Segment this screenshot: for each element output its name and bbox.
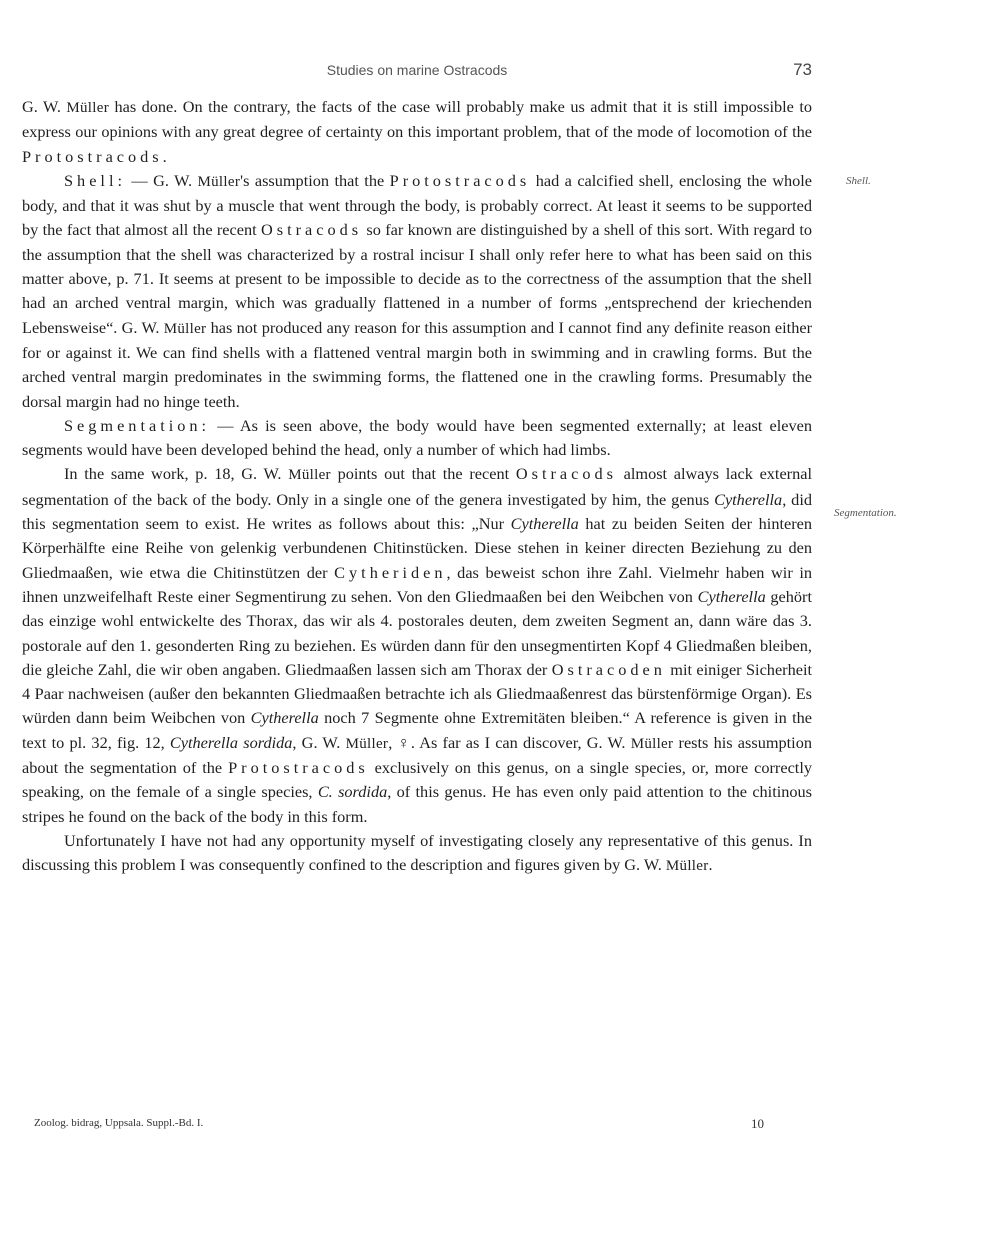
author-name: Müller xyxy=(163,320,207,337)
page-number: 73 xyxy=(793,60,812,79)
species-name: Cytherella sordida xyxy=(169,732,293,752)
page-footer xyxy=(22,1117,764,1133)
running-header xyxy=(22,62,812,84)
paragraph-4: In the same work, p. 18, G. W. Müller points out that the recent Ostracods almost always lack external segmentation of the back of the body. Only in a single one of the genera investigated by him, the genus Cytherella, did this segmentation seem to exist. He writes as follows about this: „Nur Cytherella hat zu beiden Seiten der hinteren Körperhälfte eine Reihe von gelenkig verbundenen Chitinstücken. Diese stehen in keiner directen Beziehung zu den Gliedmaaßen, wie etwa die Chitinstützen der Cytheriden, das beweist schon ihre Zahl. Vielmehr haben wir in ihnen unzweifelhaft Reste einer Segmentirung zu sehen. Von den Gliedmaaßen bei den Weibchen von Cytherella gehört das einzige wohl entwickelte des Thorax, das wir als 4. postorales deuten, dem zweiten Segment an, dann wäre das 3. postorale auf den 1. gesonderten Ring zu beziehen. Es würden dann für den unsegmentirten Kopf 4 Gliedmaßen bleiben, die gleiche Zahl, die wir oben angaben. Gliedmaaßen lassen sich am Thorax der Ostracoden mit einiger Sicherheit 4 Paar nachweisen (außer den bekannten Gliedmaaßen betrachte ich als Gliedmaaßenrest das bürstenförmige Organ). Es würden dann beim Weibchen von Cytherella noch 7 Segmente ohne Extremitäten bleiben.“ A reference is given in the text to pl. 32, fig. 12, Cytherella sordida, G. W. Müller, ♀. As far as I can discover, G. W. Müller rests his assumption about the segmentation of the Protostracods exclusively on this genus, on a single species, or, more correctly speaking, on the female of a single species, C. sordida, of this genus. He has even only paid attention to the chitinous stripes he found on the back of the body in this form. xyxy=(22,464,813,826)
genus-name: Cytherella xyxy=(714,489,783,509)
genus-name: Cytherella xyxy=(510,514,579,534)
signature-mark: 10 xyxy=(751,1116,764,1131)
paragraph-segmentation: Segmentation: — As is seen above, the body would have been segmented externally; at least eleven segments would have been developed behind the head, only a number of which had limbs. xyxy=(22,415,812,460)
author-name: Müller xyxy=(66,100,110,116)
author-name: Müller xyxy=(197,173,241,190)
spaced-term: Protostracods xyxy=(389,170,531,190)
section-label-shell: Shell: xyxy=(64,170,126,190)
spaced-term: Ostracods xyxy=(260,220,363,240)
running-title: Studies on marine Ostracods xyxy=(326,62,508,78)
spaced-term: Ostracoden xyxy=(551,659,666,679)
spaced-term: Protostracods xyxy=(228,758,369,778)
spaced-term: Cytheriden xyxy=(334,562,447,582)
margin-note-segmentation: Segmentation. xyxy=(834,507,897,519)
author-name: Müller xyxy=(665,858,709,875)
author-name: Müller xyxy=(288,467,331,484)
author-name: Müller xyxy=(345,735,389,752)
journal-reference: Zoolog. bidrag, Uppsala. Suppl.-Bd. I. xyxy=(34,1117,204,1129)
section-label-segmentation: Segmentation: xyxy=(64,415,211,435)
paragraph-1: G. W. Müller has done. On the contrary, the facts of the case will probably make us admit that it is still impossible to express our opinions with any great degree of certainty on this important problem, that of the mode of locomotion of the Protostracods. xyxy=(22,97,812,166)
margin-note-shell: Shell. xyxy=(846,175,871,187)
body-text xyxy=(22,95,812,879)
paragraph-shell: Shell: — G. W. Müller's assumption that the Protostracods had a calcified shell, enclosing the whole body, and that it was shut by a muscle that went through the body, is probably correct. At least it seems to be supported by the fact that almost all the recent Ostracods so far known are distinguished by a shell of this sort. With regard to the assumption that the shell was characterized by a rostral incisur I shall only refer here to what has been said on this matter above, p. 71. It seems at present to be impossible to decide as to the correctness of the assumption that the shell had an arched ventral margin, which was gradually flattened in a number of forms „entsprechend der kriechenden Lebensweise“. G. W. Müller has not produced any reason for this assumption and I cannot find any definite reason either for or against it. We can find shells with a flattened ventral margin both in swimming and in crawling forms. But the arched ventral margin predominates in the swimming forms, the flattened one in the crawling forms. Presumably the dorsal margin had no hinge teeth. xyxy=(22,170,813,411)
author-name: Müller xyxy=(630,735,674,752)
spaced-term: Protostracods xyxy=(22,146,163,166)
species-name: C. sordida xyxy=(317,782,388,802)
spaced-term: Ostracods xyxy=(515,464,617,484)
paragraph-5: Unfortunately I have not had any opportunity myself of investigating closely any representative of this genus. In discussing this problem I was consequently confined to the description and figures given by G. W. Müller. xyxy=(22,830,812,875)
genus-name: Cytherella xyxy=(697,586,766,606)
genus-name: Cytherella xyxy=(250,708,319,728)
